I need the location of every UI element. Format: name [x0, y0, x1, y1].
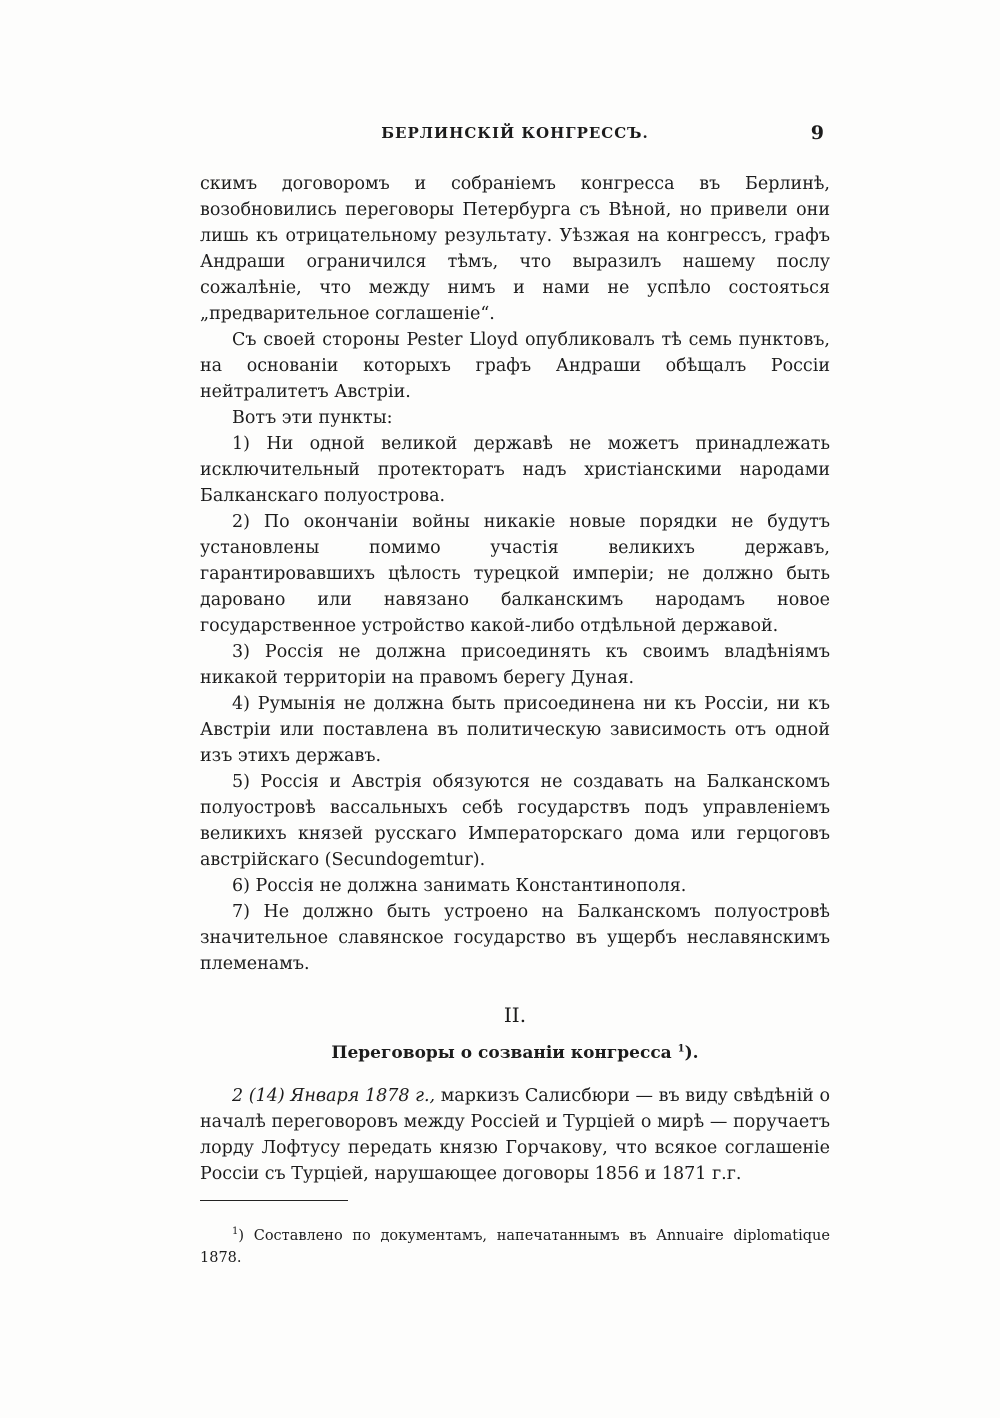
footnote-marker: 1 — [232, 1226, 239, 1237]
paragraph — [200, 1083, 830, 1187]
page-header — [200, 124, 830, 154]
section-text — [200, 1083, 830, 1187]
main-text — [200, 171, 830, 977]
list-point: 3) Россія не должна присоединять къ своимъ владѣніямъ никакой территоріи на правомъ берегу Дуная. — [200, 642, 830, 688]
footnote-reference: 1 — [677, 1043, 685, 1055]
page-number: 9 — [810, 122, 824, 144]
list-point: 4) Румынія не должна быть присоединена ни къ Россіи, ни къ Австріи или поставлена въ политическую зависимость отъ одной изъ этихъ державъ. — [200, 694, 830, 766]
list-point: 2) По окончаніи войны никакіе новые порядки не будутъ установлены помимо участія великихъ державъ, гарантировавшихъ цѣлость турецкой имперіи; не должно быть даровано или навязано балканскимъ народамъ новое государственное устройство какой-либо отдѣльной державой. — [200, 512, 830, 636]
section-title-text: Переговоры о созваніи конгресса — [331, 1043, 672, 1063]
section-paragraph-text: маркизъ Салисбюри — въ виду свѣдѣній о началѣ переговоровъ между Россіей и Турціей о мирѣ — поручаетъ лорду Лофтусу передать князю Горчакову, что всякое соглашеніе Россіи съ Турціей, нарушающее договоры 1856 и 1871 г.г. — [200, 1086, 830, 1184]
footnote-text: Составлено по документамъ, напечатаннымъ въ Annuaire diplomatique 1878. — [200, 1227, 830, 1266]
running-title: БЕРЛИНСКІЙ КОНГРЕССЪ. — [381, 124, 649, 142]
paragraph: Съ своей стороны Pester Lloyd опубликовалъ тѣ семь пунктовъ, на основаніи которыхъ графъ Андраши обѣщалъ Россіи нейтралитетъ Австріи. — [200, 330, 830, 402]
list-point: 5) Россія и Австрія обязуются не создавать на Балканскомъ полуостровѣ вассальныхъ себѣ государствъ подъ управленіемъ великихъ князей русскаго Императорскаго дома или герцоговъ австрійскаго (Secundogemtur). — [200, 772, 830, 870]
list-point: 7) Не должно быть устроено на Балканскомъ полуостровѣ значительное славянское государство въ ущербъ неславянскимъ племенамъ. — [200, 902, 830, 974]
paragraph: скимъ договоромъ и собраніемъ конгресса въ Берлинѣ, возобновились переговоры Петербурга съ Вѣной, но привели они лишь къ отрицательному результату. Уѣзжая на конгрессъ, графъ Андраши ограничился тѣмъ, что выразилъ нашему послу сожалѣніе, что между нимъ и нами не успѣло состояться „предварительное соглашеніе“. — [200, 174, 830, 324]
paragraph: Вотъ эти пункты: — [232, 408, 393, 428]
section-title: Переговоры о созваніи конгресса $^1$). — [331, 1043, 699, 1063]
footnote-divider — [200, 1200, 348, 1201]
list-point: 6) Россія не должна занимать Константинополя. — [232, 876, 687, 896]
section-number: II. — [503, 1003, 527, 1027]
date: 2 (14) Января 1878 г., — [232, 1086, 436, 1106]
footnote: $^1$) Составлено по документамъ, напечатаннымъ въ Annuaire diplomatique 1878. — [200, 1226, 830, 1266]
list-point: 1) Ни одной великой державѣ не можетъ принадлежать исключительный протекторатъ надъ христіанскими народами Балканскаго полуострова. — [200, 434, 830, 506]
